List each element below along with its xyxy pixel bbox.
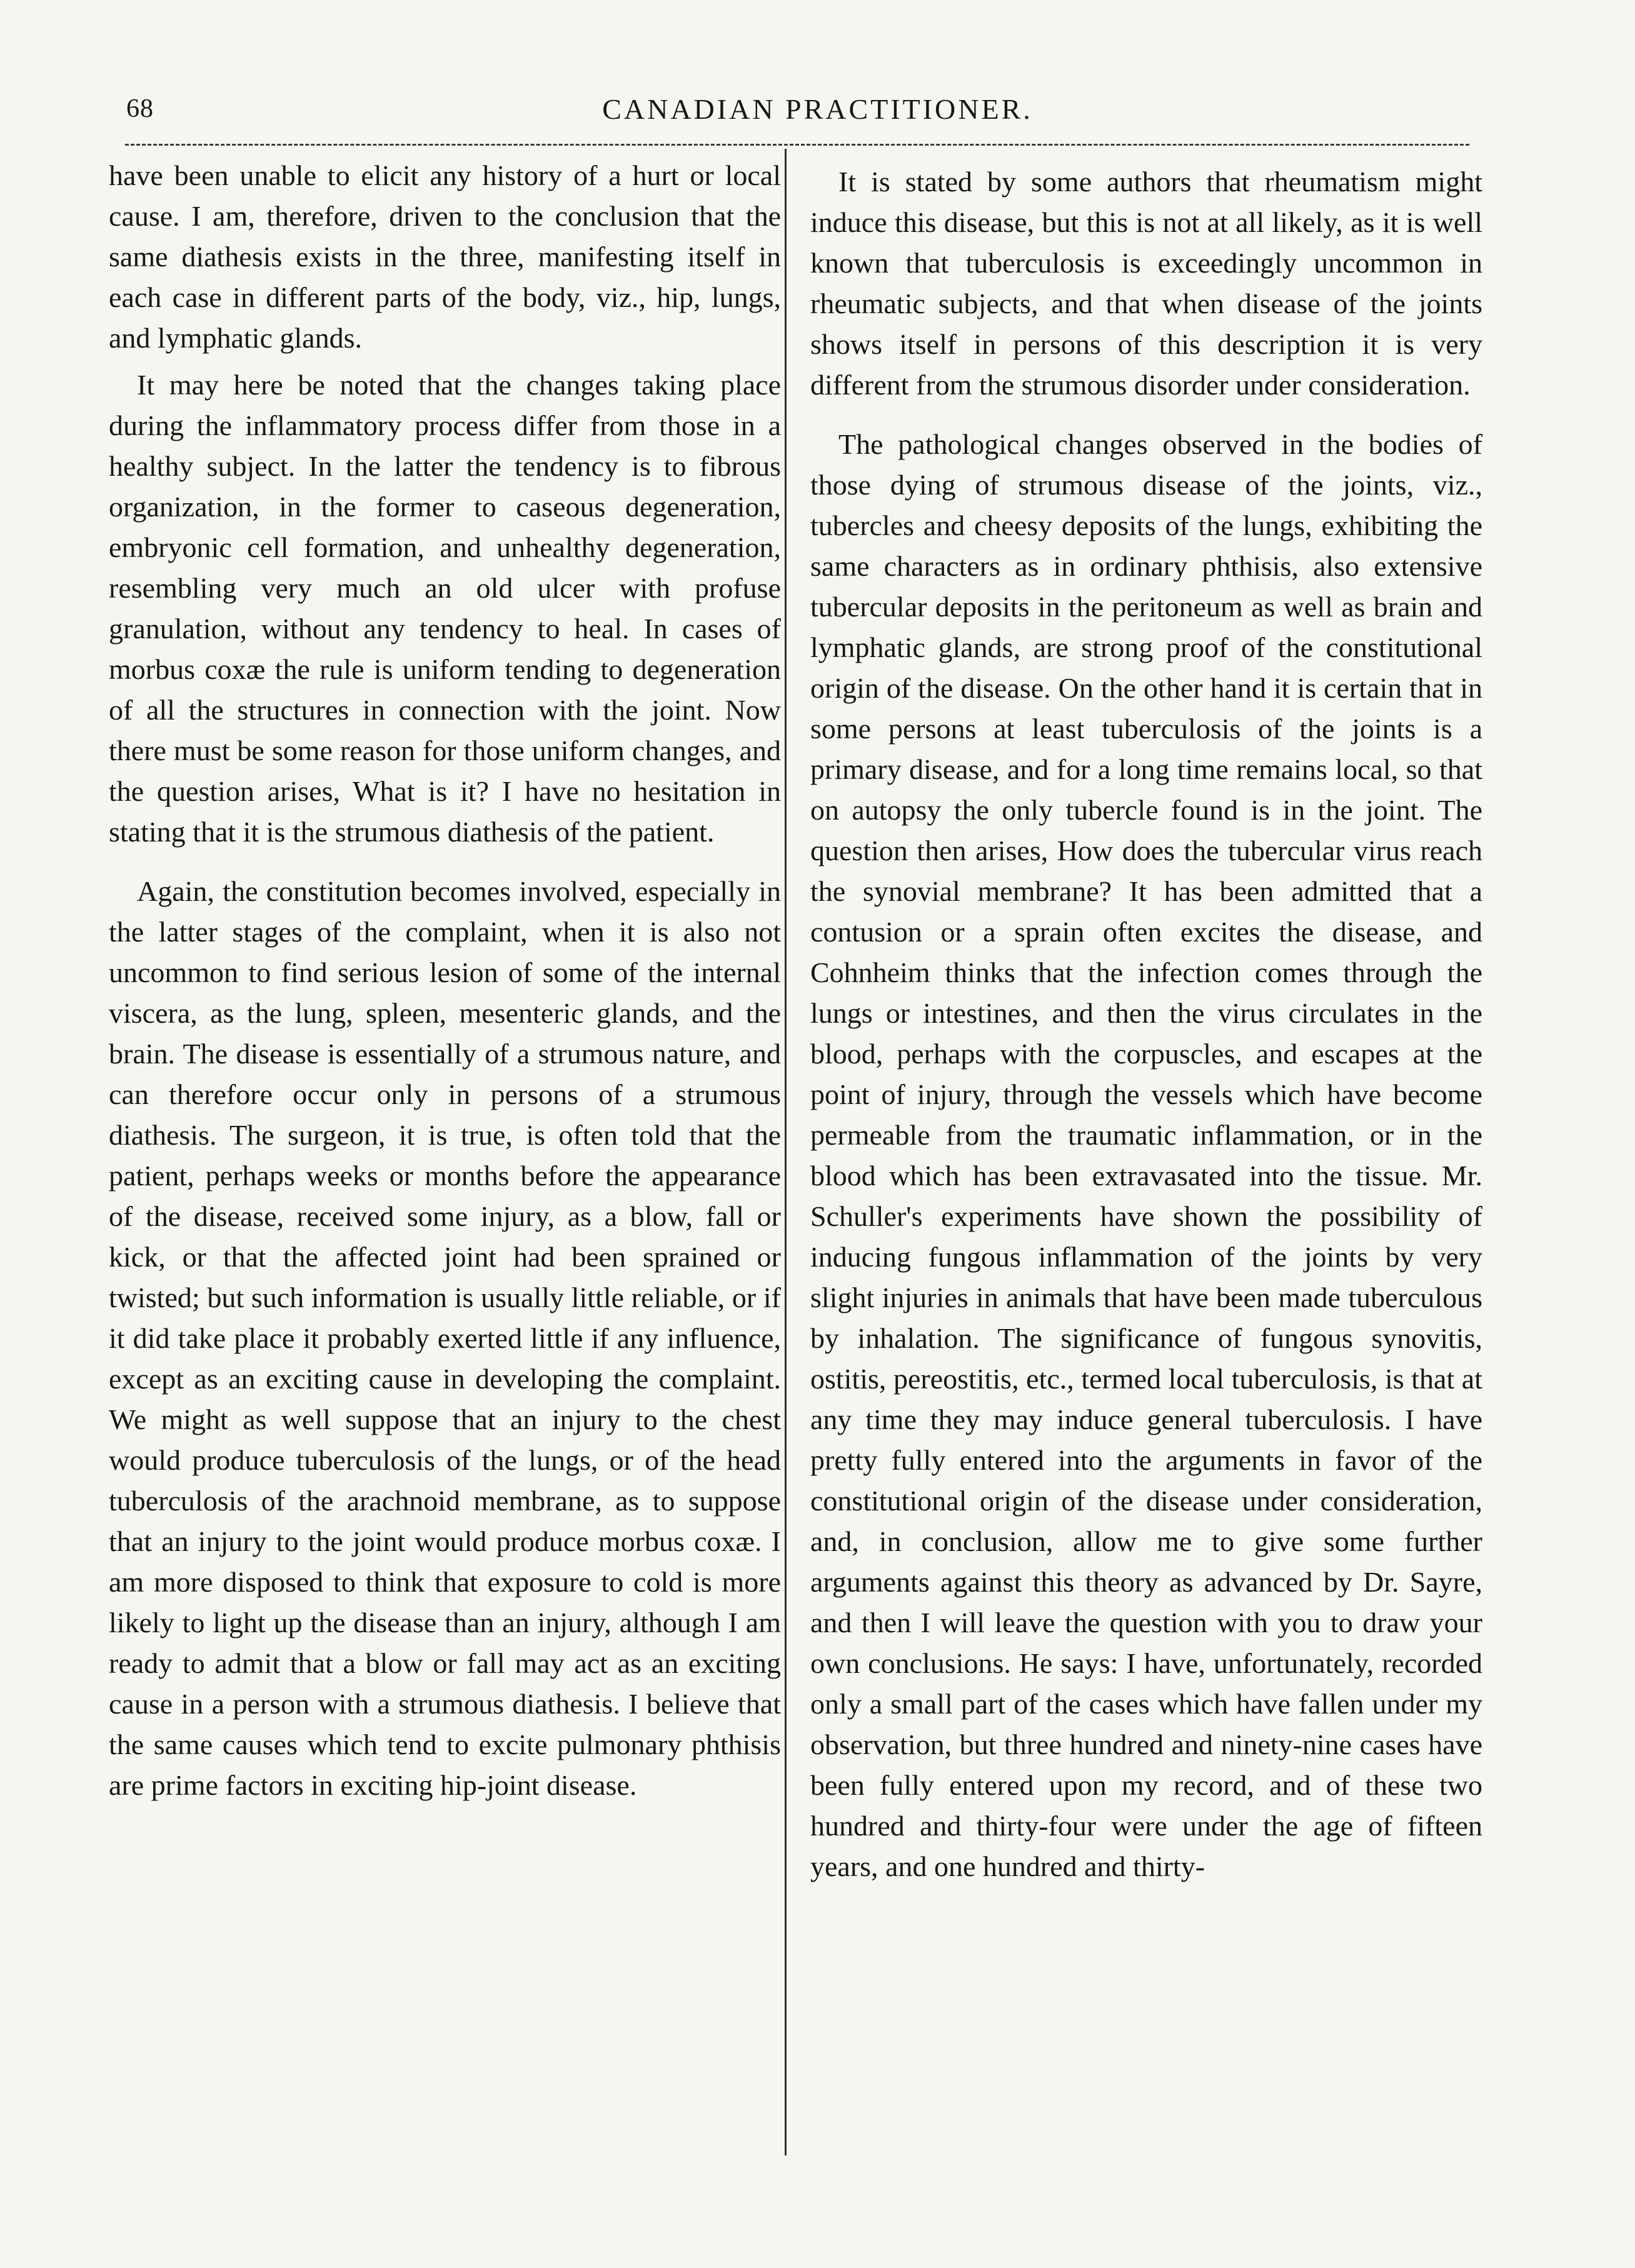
paragraph-left-1: have been unable to elicit any history of a hurt or local cause. I am, therefore, driven to the conclusion that the same diathesis exists in the three, manifesting itself in each case in different parts of the body, viz., hip, lungs, and lymphatic glands. bbox=[109, 159, 781, 354]
paragraph-left-2: It may here be noted that the changes taking place during the inflammatory process differ from those in a healthy subject. In the latter the tendency is to fibrous organization, in the former to caseous degeneration, embryonic cell formation, and unhealthy degeneration, resembling very much an old ulcer with profuse granulation, without any tendency to heal. In cases of morbus coxæ the rule is uniform tending to degeneration of all the structures in connection with the joint. Now there must be some reason for those uniform changes, and the question arises, What is it? I have no hesitation in stating that it is the strumous diathesis of the patient. bbox=[109, 369, 781, 848]
left-column bbox=[109, 155, 781, 1805]
running-title: CANADIAN PRACTITIONER. bbox=[602, 93, 1033, 125]
header-rule bbox=[125, 144, 1469, 146]
paragraph-left-3: Again, the constitution becomes involved, especially in the latter stages of the complaint, when it is also not uncommon to find serious lesion of some of the internal viscera, as the lung, spleen, mesenteric glands, and the brain. The disease is essentially of a strumous nature, and can therefore occur only in persons of a strumous diathesis. The surgeon, it is true, is often told that the patient, perhaps weeks or months before the appearance of the disease, received some injury, as a blow, fall or kick, or that the affected joint had been sprained or twisted; but such information is usually little reliable, or if it did take place it probably exerted little if any influence, except as an exciting cause in developing the complaint. We might as well suppose that an injury to the chest would produce tuberculosis of the lungs, or of the head tuberculosis of the arachnoid membrane, as to suppose that an injury to the joint would produce morbus coxæ. I am more disposed to think that exposure to cold is more likely to light up the disease than an injury, although I am ready to admit that a blow or fall may act as an exciting cause in a person with a strumous diathesis. I believe that the same causes which tend to excite pulmonary phthisis are prime factors in exciting hip-joint disease. bbox=[109, 875, 781, 1801]
page-number: 68 bbox=[126, 94, 154, 123]
column-rule bbox=[785, 149, 787, 2155]
paragraph-right-1: It is stated by some authors that rheumatism might induce this disease, but this is not at all likely, as it is well known that tuberculosis is exceedingly uncommon in rheumatic subjects, and that when disease of the joints shows itself in persons of this description it is very different from the strumous disorder under consideration. bbox=[810, 166, 1482, 401]
right-column bbox=[810, 155, 1482, 1887]
paragraph-right-2: The pathological changes observed in the bodies of those dying of strumous disease of the joints, viz., tubercles and cheesy deposits of the lungs, exhibiting the same characters as in ordinary phthisis, also extensive tubercular deposits in the peritoneum as well as brain and lymphatic glands, are strong proof of the constitutional origin of the disease. On the other hand it is certain that in some persons at least tuberculosis of the joints is a primary disease, and for a long time remains local, so that on autopsy the only tubercle found is in the joint. The question then arises, How does the tubercular virus reach the synovial membrane? It has been admitted that a contusion or a sprain often excites the disease, and Cohnheim thinks that the infection comes through the lungs or intestines, and then the virus circulates in the blood, perhaps with the corpuscles, and escapes at the point of injury, through the vessels which have become permeable from the traumatic inflammation, or in the blood which has been extravasated into the tissue. Mr. Schuller's experiments have shown the possibility of inducing fungous inflammation of the joints by very slight injuries in animals that have been made tuberculous by inhalation. The significance of fungous synovitis, ostitis, pereostitis, etc., termed local tuberculosis, is that at any time they may induce general tuberculosis. I have pretty fully entered into the arguments in favor of the constitutional origin of the disease under consideration, and, in conclusion, allow me to give some further arguments against this theory as advanced by Dr. Sayre, and then I will leave the question with you to draw your own conclusions. He says: I have, unfortunately, recorded only a small part of the cases which have fallen under my observation, but three hundred and ninety-nine cases have been fully entered upon my record, and of these two hundred and thirty-four were under the age of fifteen years, and one hundred and thirty- bbox=[810, 428, 1482, 1882]
